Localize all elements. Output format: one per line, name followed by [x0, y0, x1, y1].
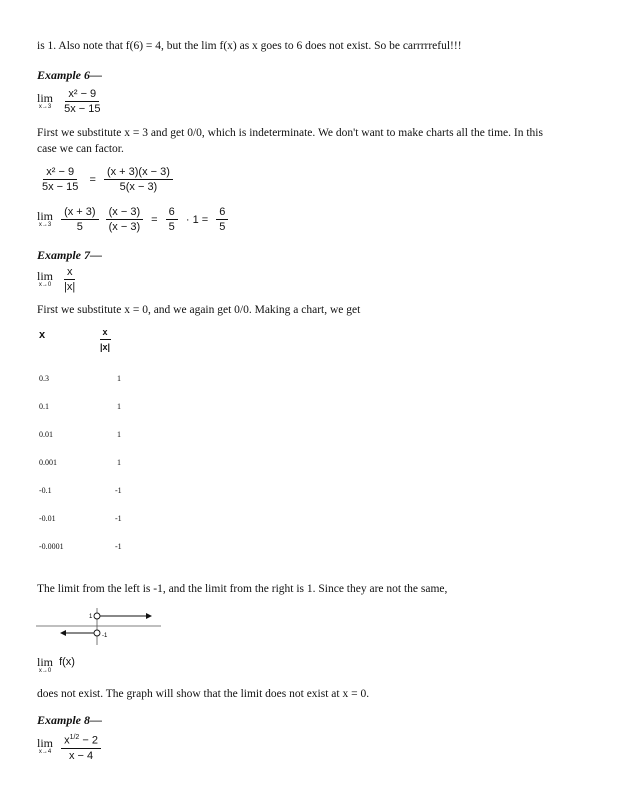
example-6-heading: Example 6— — [37, 68, 102, 82]
fraction: $\frac{(x + 3)(x - 3)}{5(x - 3)}$ — [104, 166, 173, 193]
limit-operator: lim x→3 — [37, 209, 54, 228]
table-cell-x: 0.01 — [39, 430, 53, 439]
limit-operator: lim x→0 — [37, 269, 54, 288]
fraction: $\frac{x^{1/2} - 2}{x - 4}$ — [61, 732, 101, 762]
table-cell-x: 0.001 — [39, 458, 57, 467]
example-8-limit-expression — [37, 732, 103, 762]
table-cell-x: -0.01 — [39, 514, 56, 523]
table-cell-value: 1 — [117, 458, 121, 467]
fraction: $\frac{\text{x² − 9}}{5x - 15}$ — [64, 88, 101, 115]
table-cell-value: -1 — [115, 486, 122, 495]
substitute-paragraph-line-2: case we can factor. — [37, 143, 124, 155]
table-header-x: x — [39, 329, 46, 341]
substitute-paragraph-line-1: First we substitute x = 3 and get 0/0, which is indeterminate. We don't want to make charts all the time. In this — [37, 127, 543, 139]
table-cell-value: 1 — [117, 430, 121, 439]
simplified-limit-equation — [37, 206, 230, 233]
limit-fx-expression — [37, 656, 75, 675]
table-cell-value: 1 — [117, 374, 121, 383]
times-one: · 1 = — [185, 213, 209, 226]
table-cell-value: 1 — [117, 402, 121, 411]
table-cell-x: -0.0001 — [39, 542, 64, 551]
left-arrowhead — [60, 630, 66, 636]
equals-sign: = — [151, 213, 158, 226]
dne-paragraph: does not exist. The graph will show that the limit does not exist at x = 0. — [37, 688, 370, 700]
example-7-heading: Example 7— — [37, 248, 102, 262]
table-cell-x: -0.1 — [39, 486, 52, 495]
function-fx: f(x) — [59, 656, 75, 668]
example-7-limit-expression — [37, 266, 80, 293]
table-cell-value: -1 — [115, 542, 122, 551]
factoring-equation — [37, 166, 175, 193]
fraction: $\frac{(x - 3)}{(x - 3)}$ — [106, 206, 143, 233]
fraction: $\frac{(x + 3)}{5}$ — [61, 206, 98, 233]
limit-operator: lim x→0 — [37, 655, 54, 674]
example-6-limit-expression — [37, 88, 105, 115]
limit-operator: lim x→3 — [37, 91, 54, 110]
right-arrowhead — [146, 613, 152, 619]
table-header-fraction: $\frac{x}{|x|}$ — [100, 327, 111, 352]
fraction: $\frac{6}{5}$ — [166, 206, 178, 233]
graph-label-neg-one: -1 — [102, 633, 108, 639]
open-circle-lower — [94, 630, 100, 636]
table-cell-x: 0.3 — [39, 374, 49, 383]
limits-paragraph: The limit from the left is -1, and the limit from the right is 1. Since they are not the same, — [37, 583, 448, 595]
graph-label-one: 1 — [89, 614, 93, 620]
table-cell-value: -1 — [115, 514, 122, 523]
open-circle-upper — [94, 613, 100, 619]
fraction: $\frac{x}{|x|}$ — [64, 266, 76, 293]
step-function-graph — [36, 605, 161, 645]
equals-sign: = — [89, 173, 96, 186]
example-8-heading: Example 8— — [37, 713, 102, 727]
intro-paragraph: is 1. Also note that f(6) = 4, but the lim f(x) as x goes to 6 does not exist. So be carrrrreful!!! — [37, 40, 462, 52]
table-cell-x: 0.1 — [39, 402, 49, 411]
fraction: $\frac{6}{5}$ — [216, 206, 228, 233]
chart-intro-paragraph: First we substitute x = 0, and we again get 0/0. Making a chart, we get — [37, 304, 361, 316]
limit-operator: lim x→4 — [37, 736, 54, 756]
fraction: $\frac{\text{x² − 9}}{5x - 15}$ — [42, 166, 79, 193]
